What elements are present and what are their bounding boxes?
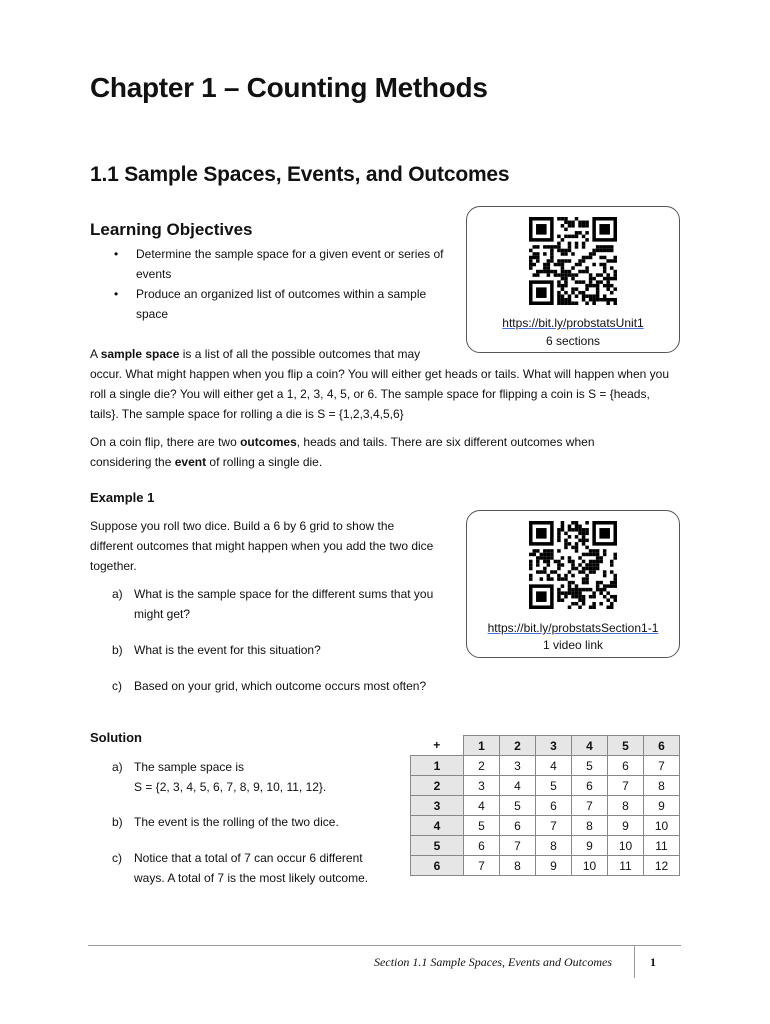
table-cell: 5 [572,756,608,776]
table-cell: 7 [608,776,644,796]
bullet-icon: • [114,287,119,301]
section-title: 1.1 Sample Spaces, Events, and Outcomes [90,163,510,186]
qr-note-section: 1 video link [542,638,604,652]
column-header: 4 [572,736,608,756]
column-header: 5 [608,736,644,756]
table-cell: 6 [536,796,572,816]
table-row [411,836,680,856]
term-event: event [174,455,207,469]
table-cell: 3 [500,756,536,776]
table-row [411,756,680,776]
table-cell: 8 [500,856,536,876]
qr-note-unit: 6 sections [545,334,601,348]
footer-separator [634,945,635,978]
qr-code-icon [529,521,617,609]
term-outcomes: outcomes [240,435,297,449]
table-cell: 7 [572,796,608,816]
solution-heading: Solution [90,730,142,745]
example-prompt: Suppose you roll two dice. Build a 6 by 6 grid to show the different outcomes that might happen when you add the two dice together. [90,519,434,573]
footer-divider [88,945,681,946]
dice-sum-table [410,735,680,876]
outcomes-paragraph: On a coin flip, there are two outcomes, heads and tails. There are six different outcomes when considering the event of rolling a single die. [90,435,595,469]
qr-box-unit [466,206,680,353]
table-cell: 11 [644,836,680,856]
table-cell: 5 [464,816,500,836]
table-cell: 2 [464,756,500,776]
table-row [411,856,680,876]
row-header: 4 [411,816,464,836]
column-header: 3 [536,736,572,756]
qr-code-icon [529,217,617,305]
table-cell: 10 [644,816,680,836]
objectives-list [110,244,455,324]
table-cell: 6 [464,836,500,856]
table-cell: 6 [500,816,536,836]
table-cell: 6 [608,756,644,776]
row-header: 2 [411,776,464,796]
row-header: 1 [411,756,464,776]
table-corner: + [411,736,464,756]
term-sample-space: sample space [100,347,180,361]
table-cell: 4 [536,756,572,776]
table-cell: 8 [608,796,644,816]
table-cell: 7 [536,816,572,836]
row-header: 3 [411,796,464,816]
row-header: 6 [411,856,464,876]
qr-link-section[interactable]: https://bit.ly/probstatsSection1-1 [487,621,659,635]
table-cell: 7 [464,856,500,876]
bullet-icon: • [114,247,119,261]
table-cell: 6 [572,776,608,796]
table-cell: 9 [644,796,680,816]
table-cell: 11 [608,856,644,876]
objective-item: • Determine the sample space for a given event or series of events [110,244,455,284]
document-page: Chapter 1 – Counting Methods 1.1 Sample Spaces, Events, and Outcomes Learning Objectives • Determine the sample space for a given event or series of events • Produce an organized list of outcomes within a sample space https://bit.ly/probstatsUnit1 6 sections A sample space is a list of all the possible outcomes that may occur. What might happen when you flip a coin? You will either get heads or tails. What will happen when you roll a single die? You will either get a 1, 2, 3, 4, 5, or 6. The sample space for flipping a coin is S = {heads, tails}. The sample space for rolling a die is S = {1,2,3,4,5,6} On a coin flip, there are two outcomes, heads and tails. There are six different outcomes when considering the event of rolling a single die. Example 1 Suppose you roll two dice. Build a 6 by 6 grid to show the different outcomes that might happen when you add the two dice together. https://bit.ly/probstatsSection1-1 1 video link a) What is the sample space for the different sums that you might get? b) What is the event for this situation? c) Based on your grid, which outcome occurs most often? Solution a) The sample space is S = {2, 3, 4, 5, 6, 7, 8, 9, 10, 11, 12}. b) The event is the rolling of the two dice. c) Notice that a total of 7 can occur 6 different ways. A total of 7 is the most likely outcome. + 1 2 3 4 5 6 1 2 3 4 5 6 7 2 3 4 5 6 7 8 3 4 5 6 7 8 9 4 5 6 7 8 9 10 5 6 7 8 9 10 11 6 7 8 9 10 11 12 Section 1.1 Sample Spaces, Events and Outcomes 1 [0,0,770,1024]
table-row [411,816,680,836]
footer-section-label: Section 1.1 Sample Spaces, Events and Outcomes [374,955,612,969]
table-cell: 10 [608,836,644,856]
table-cell: 3 [464,776,500,796]
table-row [411,776,680,796]
table-cell: 9 [536,856,572,876]
learning-objectives-heading: Learning Objectives [90,220,253,239]
table-cell: 5 [536,776,572,796]
page-number: 1 [650,955,656,969]
table-header-row [411,736,680,756]
table-cell: 8 [536,836,572,856]
chapter-title: Chapter 1 – Counting Methods [90,72,488,103]
table-cell: 4 [500,776,536,796]
example-heading: Example 1 [90,490,155,505]
table-cell: 7 [500,836,536,856]
column-header: 6 [644,736,680,756]
table-cell: 12 [644,856,680,876]
row-header: 5 [411,836,464,856]
table-cell: 8 [572,816,608,836]
objective-item: • Produce an organized list of outcomes within a sample space [110,284,455,324]
table-row [411,796,680,816]
intro-paragraph: A sample space is a list of all the possible outcomes that may occur. What might happen when you flip a coin? You will either get heads or tails. What will happen when you roll a single die? You will either get a 1, 2, 3, 4, 5, or 6. The sample space for flipping a coin is S = {heads, tails}. The sample space for rolling a die is S = {1,2,3,4,5,6} [90,347,670,421]
table-cell: 7 [644,756,680,776]
column-header: 2 [500,736,536,756]
table-cell: 8 [644,776,680,796]
table-cell: 10 [572,856,608,876]
table-cell: 9 [608,816,644,836]
table-cell: 5 [500,796,536,816]
qr-box-section [466,510,680,658]
table-cell: 4 [464,796,500,816]
table-cell: 9 [572,836,608,856]
column-header: 1 [464,736,500,756]
qr-link-unit[interactable]: https://bit.ly/probstatsUnit1 [502,316,644,330]
